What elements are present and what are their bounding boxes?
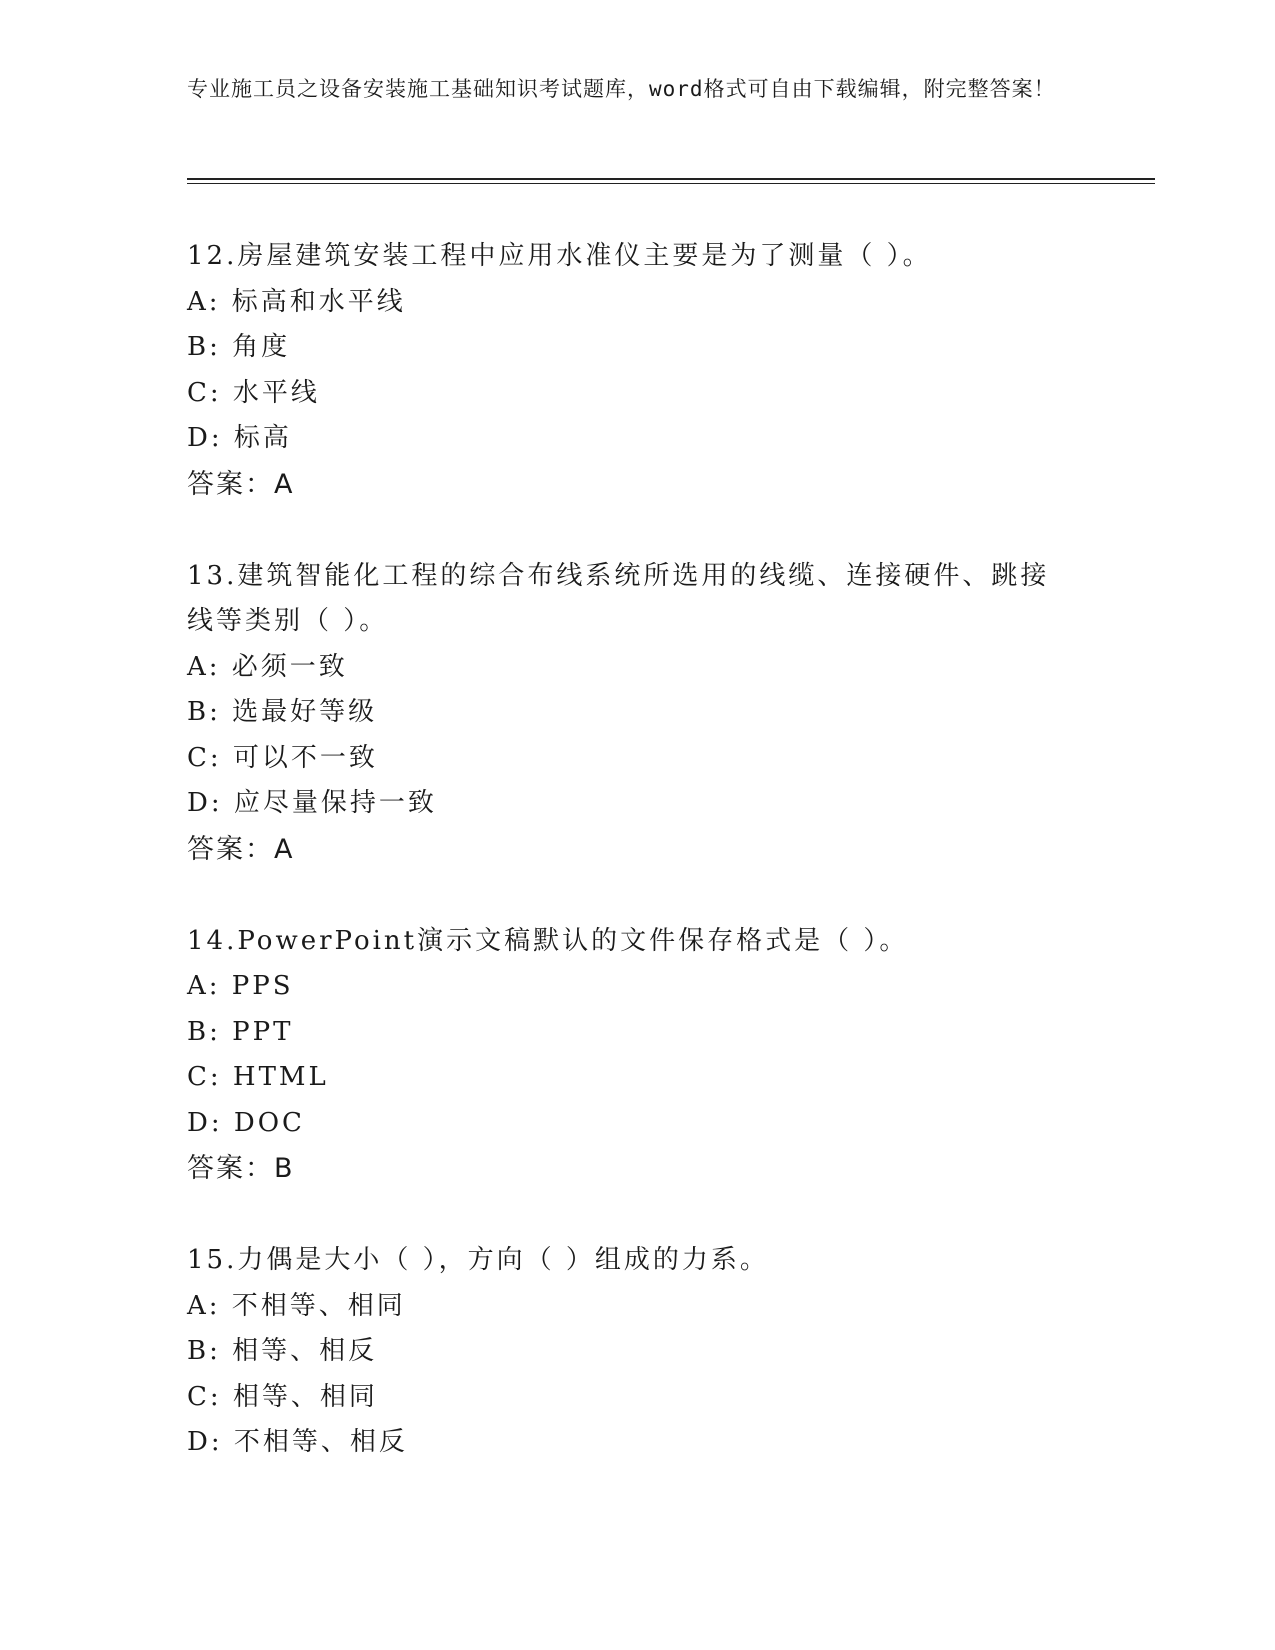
option-d: D: 应尽量保持一致 <box>187 788 437 818</box>
header-divider-thin <box>187 183 1155 184</box>
answer: 答案：B <box>187 1153 295 1184</box>
option-c: C: 水平线 <box>187 377 320 408</box>
question-12 <box>187 234 1087 508</box>
question-text: 15.力偶是大小（ ），方向（ ）组成的力系。 <box>187 1245 769 1275</box>
document-header <box>187 74 1067 105</box>
option-a: A: PPS <box>187 971 294 1001</box>
header-divider-thick <box>187 178 1155 180</box>
option-d: D: 标高 <box>187 423 292 453</box>
option-a: A: 不相等、相同 <box>187 1290 406 1321</box>
option-b: B: 角度 <box>187 332 291 362</box>
option-b: B: 相等、相反 <box>187 1336 378 1366</box>
option-b: B: PPT <box>187 1016 294 1047</box>
option-c: C: 相等、相同 <box>187 1381 378 1412</box>
question-text: 13.建筑智能化工程的综合布线系统所选用的线缆、连接硬件、跳接线等类别（ ）。 <box>187 560 1050 636</box>
option-c: C: HTML <box>187 1062 329 1092</box>
option-a: A: 标高和水平线 <box>187 286 406 317</box>
question-text: 12.房屋建筑安装工程中应用水准仪主要是为了测量（ ）。 <box>187 241 932 271</box>
header-text: 专业施工员之设备安装施工基础知识考试题库，word格式可自由下载编辑，附完整答案！ <box>187 77 1056 101</box>
option-c: C: 可以不一致 <box>187 742 378 773</box>
question-13 <box>187 554 1087 873</box>
option-a: A: 必须一致 <box>187 651 348 682</box>
question-list <box>187 234 1087 1512</box>
option-d: D: DOC <box>187 1107 305 1138</box>
question-14 <box>187 919 1087 1193</box>
option-d: D: 不相等、相反 <box>187 1427 408 1457</box>
option-b: B: 选最好等级 <box>187 697 378 727</box>
answer: 答案：A <box>187 833 295 865</box>
answer: 答案：A <box>187 468 295 500</box>
question-15 <box>187 1238 1087 1466</box>
question-text: 14.PowerPoint演示文稿默认的文件保存格式是（ ）。 <box>187 925 909 956</box>
